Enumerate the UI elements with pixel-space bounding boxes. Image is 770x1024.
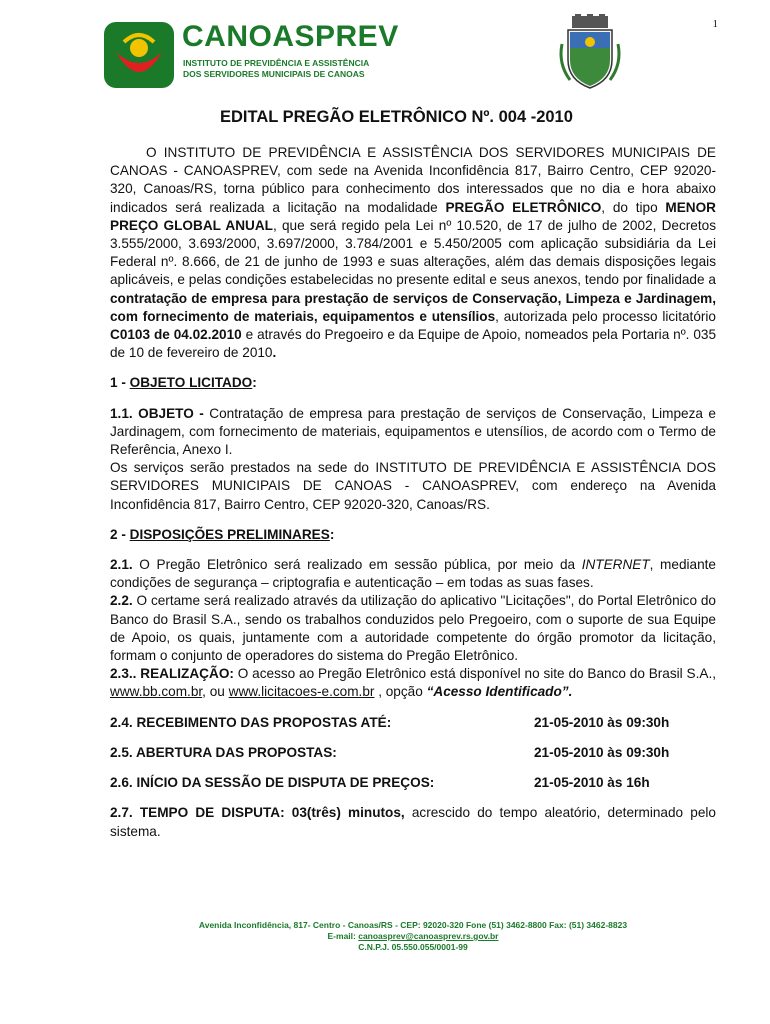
item-2-2-text: O certame será realizado através da utilização do aplicativo "Licitações", do Portal Eletrônico do Banco do Brasil S.A., sendo os trabalhos conduzidos pelo Pregoeiro, com o suporte de sua Equipe de Apoio, os quais, juntamente com a autoridade competente do órgão promotor da licitação, formam o conjunto de operadores do sistema do Pregão Eletrônico. (110, 593, 716, 664)
item-2-7-label: 2.7. TEMPO DE DISPUTA: 03(três) minutos, (110, 805, 405, 821)
section-2-heading (110, 526, 716, 544)
intro-text-5: e através do Pregoeiro e da Equipe de Apoio, nomeados pela Portaria nº. 035 de 10 de fevereiro de 2010 (110, 327, 716, 361)
section-2-number: 2 - (110, 526, 130, 542)
item-2-3-label: 2.3.. REALIZAÇÃO: (110, 666, 234, 682)
section-2-title: DISPOSIÇÕES PRELIMINARES (129, 526, 330, 542)
intro-text-3: , que será regido pela Lei nº 10.520, de 17 de julho de 2002, Decretos 3.555/2000, 3.693/2000, 3.697/2000, 3.784/2001 e 5.450/2005 com aplicação subsidiária da Lei Federal nº. 8.666, de 21 de junho de 1993 e suas alterações, além das demais disposições legais aplicáveis, e pelas condições estabelecidas no presente edital e seus anexos, tendo por finalidade a (110, 217, 716, 288)
footer (110, 920, 716, 953)
item-1-1-continued: Os serviços serão prestados na sede do INSTITUTO DE PREVIDÊNCIA E ASSISTÊNCIA DOS SERVIDORES MUNICIPAIS DE CANOAS - CANOASPREV, com endereço na Avenida Inconfidência 817, Bairro Centro, CEP 92020-320, Canoas/RS. (110, 460, 716, 512)
footer-email-label: E-mail: (327, 931, 359, 941)
item-2-1-text-b: , mediante condições de segurança – criptografia e autenticação – em todas as suas fases. (110, 557, 716, 591)
intro-bold-purpose: contratação de empresa para prestação de serviços de Conservação, Limpeza e Jardinagem, com fornecimento de materiais, equipamentos e utensílios (110, 290, 716, 324)
intro-text-1: O INSTITUTO DE PREVIDÊNCIA E ASSISTÊNCIA DOS SERVIDORES MUNICIPAIS DE CANOAS - CANOASPREV, com sede na Avenida Inconfidência 817, Bairro Centro, CEP 92020-320, Canoas/RS, torna público para conhecimento dos interessados que no dia e hora abaixo indicados será realizada a licitação na modalidade (110, 145, 716, 215)
document-body (110, 144, 716, 841)
item-1-1-label: 1.1. OBJETO - (110, 405, 210, 421)
item-2-1 (110, 556, 716, 592)
schedule-label: 2.4. RECEBIMENTO DAS PROPOSTAS ATÉ: (110, 714, 392, 730)
section-2-colon: : (329, 526, 335, 542)
brand-subtitle (183, 58, 369, 80)
licitacoes-link[interactable]: www.licitacoes-e.com.br (228, 684, 375, 700)
section-1-colon: : (252, 375, 257, 391)
section-1-title: OBJETO LICITADO (129, 375, 253, 391)
intro-paragraph (110, 144, 716, 362)
canoasprev-logo (104, 22, 174, 88)
footer-address: Avenida Inconfidência, 817- Centro - Canoas/RS - CEP: 92020-320 Fone (51) 3462-8800 Fax: (51) 3462-8823 (198, 920, 628, 930)
item-2-3-option: “Acesso Identificado”. (426, 684, 573, 700)
schedule-date: 21-05-2010 às 16h (534, 775, 650, 791)
intro-bold-type: MENOR PREÇO GLOBAL ANUAL (110, 199, 716, 233)
municipal-crest-icon (556, 14, 624, 92)
item-2-3-text-c: , opção (374, 684, 427, 700)
schedule-date: 21-05-2010 às 09:30h (534, 744, 670, 760)
intro-bold-period: . (272, 345, 277, 361)
page-number: 1 (712, 18, 718, 30)
schedule-row-2-5 (110, 744, 716, 762)
brand-subtitle-line-1: INSTITUTO DE PREVIDÊNCIA E ASSISTÊNCIA (183, 58, 370, 68)
footer-email-link[interactable]: canoasprev@canoasprev.rs.gov.br (358, 931, 499, 941)
intro-bold-modality: PREGÃO ELETRÔNICO (445, 199, 602, 215)
schedule-label: 2.5. ABERTURA DAS PROPOSTAS: (110, 744, 337, 760)
item-2-1-internet: INTERNET (581, 557, 650, 573)
bb-link[interactable]: www.bb.com.br (110, 684, 203, 700)
section-1-number: 1 - (110, 375, 130, 391)
schedule-date: 21-05-2010 às 09:30h (534, 714, 670, 730)
item-2-3-text-a: O acesso ao Pregão Eletrônico está disponível no site do Banco do Brasil S.A., (233, 666, 716, 682)
item-1-1 (110, 405, 716, 460)
item-2-3 (110, 665, 716, 701)
footer-email-line (110, 931, 716, 942)
item-1-1-text: Contratação de empresa para prestação de serviços de Conservação, Limpeza e Jardinagem, com fornecimento de materiais, equipamentos e utensílios, de acordo com o Termo de Referência, Anexo I. (110, 405, 716, 458)
document-title: EDITAL PREGÃO ELETRÔNICO Nº. 004 -2010 (220, 108, 573, 126)
brand-subtitle-line-2: DOS SERVIDORES MUNICIPAIS DE CANOAS (183, 69, 365, 79)
section-1-heading (110, 374, 716, 392)
footer-cnpj: C.N.P.J. 05.550.055/0001-99 (358, 942, 468, 952)
intro-text-4: , autorizada pelo processo licitatório (495, 308, 716, 324)
intro-text-2: , do tipo (601, 199, 666, 215)
schedule-row-2-4 (110, 714, 716, 732)
brand-name: CANOASPREV (182, 20, 399, 53)
item-2-2 (110, 592, 716, 665)
item-2-7 (110, 804, 716, 840)
item-2-1-label: 2.1. (110, 557, 133, 573)
item-2-2-label: 2.2. (110, 593, 133, 609)
intro-bold-process: C0103 de 04.02.2010 (110, 327, 242, 343)
item-2-1-text-a: O Pregão Eletrônico será realizado em sessão pública, por meio da (132, 557, 582, 573)
item-2-3-text-b: , ou (202, 684, 229, 700)
item-2-7-text: acrescido do tempo aleatório, determinado pelo sistema. (110, 805, 716, 839)
schedule-label: 2.6. INÍCIO DA SESSÃO DE DISPUTA DE PREÇOS: (110, 775, 435, 791)
schedule-row-2-6 (110, 774, 716, 792)
